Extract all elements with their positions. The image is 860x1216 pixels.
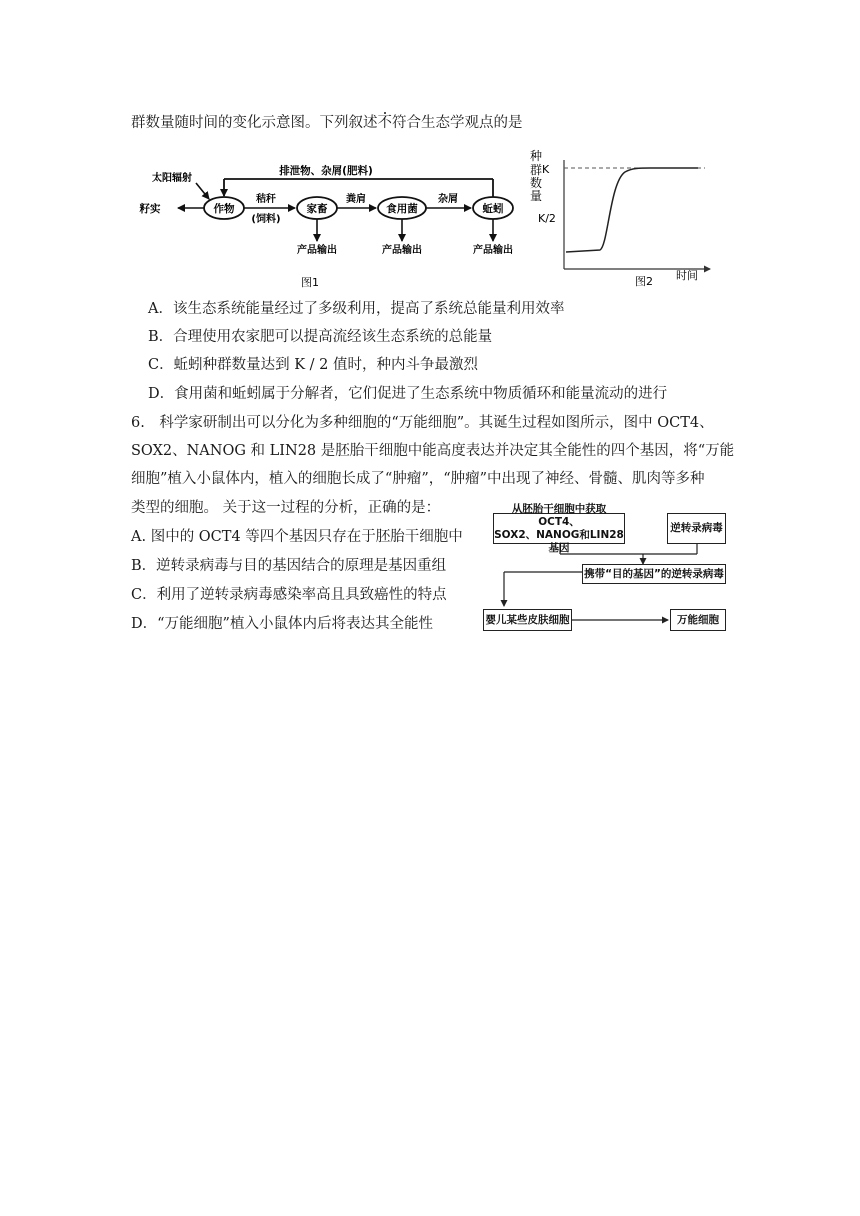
output-label-2: 产品输出 bbox=[382, 245, 422, 256]
figure1-caption: 图1 bbox=[301, 276, 319, 289]
flow-box-virus: 逆转录病毒 bbox=[667, 513, 726, 544]
flow-box-carrier-virus: 携带“目的基因”的逆转录病毒 bbox=[582, 564, 726, 584]
straw-label: 秸秆 bbox=[256, 194, 276, 205]
k2-label: K/2 bbox=[538, 212, 556, 225]
sun-arrow bbox=[196, 183, 209, 199]
q6-stem-line3: 细胞”植入小鼠体内，植入的细胞长成了“肿瘤”，“肿瘤”中出现了神经、骨髓、肌肉等多种 bbox=[131, 471, 705, 487]
earthworm-label: 蚯蚓 bbox=[482, 203, 504, 215]
flow-box-genes: 从胚胎干细胞中获取OCT4、 SOX2、NANOG和LIN28基因 bbox=[494, 502, 624, 554]
q5-option-c: C．蚯蚓种群数量达到 K / 2 值时，种内斗争最激烈 bbox=[148, 357, 478, 373]
y-label-1: 种 bbox=[530, 149, 543, 163]
q6-option-d: D．“万能细胞”植入小鼠体内后将表达其全能性 bbox=[131, 616, 433, 632]
q6-stem-line2: SOX2、NANOG 和 LIN28 是胚胎干细胞中能高度表达并决定其全能性的四个基因，将“万能 bbox=[131, 443, 735, 459]
q6-option-a: A. 图中的 OCT4 等四个基因只存在于胚胎干细胞中 bbox=[131, 529, 463, 545]
residue-label: 杂屑 bbox=[438, 194, 458, 205]
q5-option-d: D．食用菌和蚯蚓属于分解者，它们促进了生态系统中物质循环和能量流动的进行 bbox=[148, 386, 668, 402]
fungus-label: 食用菌 bbox=[386, 203, 418, 215]
sun-label: 太阳辐射 bbox=[152, 173, 192, 184]
q6-option-b: B．逆转录病毒与目的基因结合的原理是基因重组 bbox=[131, 558, 447, 574]
y-label-4: 量 bbox=[530, 189, 543, 203]
q6-stem-line4: 类型的细胞。 关于这一过程的分析，正确的是： bbox=[131, 500, 441, 516]
output-label-1: 产品输出 bbox=[297, 245, 337, 256]
flow-box-universal-cells: 万能细胞 bbox=[670, 609, 726, 631]
crop-label: 作物 bbox=[213, 203, 235, 215]
y-label-3: 数 bbox=[530, 176, 543, 190]
manure-label: 粪肩 bbox=[346, 194, 366, 205]
flow-box-skin-cells: 婴儿某些皮肤细胞 bbox=[483, 609, 572, 631]
feedback-label: 排泄物、杂屑(肥料) bbox=[279, 165, 373, 177]
y-label-2: 群 bbox=[530, 163, 543, 177]
output-label-3: 产品输出 bbox=[473, 245, 513, 256]
growth-curve bbox=[566, 168, 698, 252]
x-label: 时间 bbox=[676, 269, 698, 282]
q6-stem-line1: 6. 科学家研制出可以分化为多种细胞的“万能细胞”。其诞生过程如图所示，图中 OCT4、 bbox=[131, 415, 714, 431]
figure1-diagram bbox=[130, 150, 530, 295]
emphasis-dot-char: 不 bbox=[377, 115, 392, 131]
q5-option-b: B．合理使用农家肥可以提高流经该生态系统的总能量 bbox=[148, 329, 493, 345]
feed-label: (饲料) bbox=[251, 214, 281, 225]
q5-option-a: A．该生态系统能量经过了多级利用，提高了系统总能量利用效率 bbox=[148, 301, 565, 317]
figure2-caption: 图2 bbox=[635, 275, 653, 288]
q6-option-c: C．利用了逆转录病毒感染率高且具致癌性的特点 bbox=[131, 587, 447, 603]
livestock-label: 家畜 bbox=[306, 203, 328, 215]
k-label: K bbox=[542, 163, 550, 176]
figure2-chart bbox=[520, 142, 720, 290]
seed-label: 籽实 bbox=[139, 203, 161, 215]
intro-text: 群数量随时间的变化示意图。下列叙述不符合生态学观点的是 bbox=[131, 115, 523, 131]
